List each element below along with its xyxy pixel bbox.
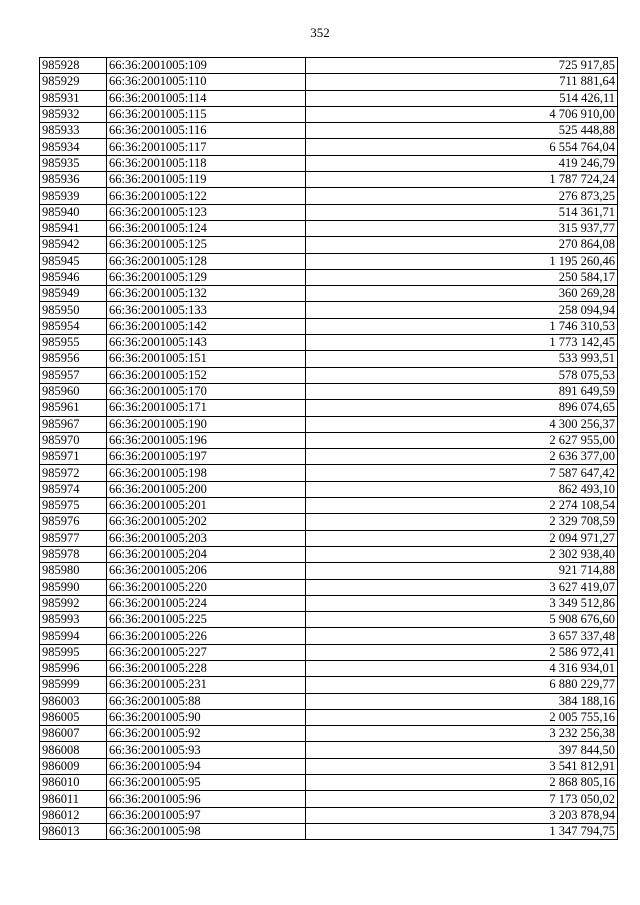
amount-cell: 1 195 260,46	[306, 253, 618, 269]
cadastral-value-table	[39, 57, 618, 840]
amount-cell: 862 493,10	[306, 481, 618, 497]
amount-cell: 578 075,53	[306, 367, 618, 383]
cadastral-number-cell: 66:36:2001005:94	[107, 758, 306, 774]
amount-cell: 6 554 764,04	[306, 139, 618, 155]
row-id-cell: 985999	[40, 677, 107, 693]
amount-cell: 896 074,65	[306, 400, 618, 416]
row-id-cell: 985946	[40, 269, 107, 285]
row-id-cell: 985928	[40, 58, 107, 74]
cadastral-number-cell: 66:36:2001005:220	[107, 579, 306, 595]
table-row	[40, 286, 618, 302]
amount-cell: 4 300 256,37	[306, 416, 618, 432]
table-row	[40, 58, 618, 74]
amount-cell: 2 586 972,41	[306, 644, 618, 660]
amount-cell: 7 587 647,42	[306, 465, 618, 481]
amount-cell: 514 361,71	[306, 204, 618, 220]
row-id-cell: 985996	[40, 660, 107, 676]
table-row	[40, 481, 618, 497]
amount-cell: 725 917,85	[306, 58, 618, 74]
cadastral-number-cell: 66:36:2001005:97	[107, 807, 306, 823]
amount-cell: 3 232 256,38	[306, 726, 618, 742]
row-id-cell: 986009	[40, 758, 107, 774]
table-row	[40, 595, 618, 611]
row-id-cell: 985931	[40, 90, 107, 106]
row-id-cell: 985949	[40, 286, 107, 302]
cadastral-number-cell: 66:36:2001005:119	[107, 172, 306, 188]
cadastral-number-cell: 66:36:2001005:197	[107, 449, 306, 465]
table-row	[40, 237, 618, 253]
table-row	[40, 367, 618, 383]
cadastral-number-cell: 66:36:2001005:96	[107, 791, 306, 807]
cadastral-number-cell: 66:36:2001005:123	[107, 204, 306, 220]
row-id-cell: 985970	[40, 432, 107, 448]
cadastral-number-cell: 66:36:2001005:151	[107, 351, 306, 367]
amount-cell: 397 844,50	[306, 742, 618, 758]
amount-cell: 5 908 676,60	[306, 612, 618, 628]
row-id-cell: 985990	[40, 579, 107, 595]
cadastral-number-cell: 66:36:2001005:117	[107, 139, 306, 155]
table-row	[40, 530, 618, 546]
amount-cell: 276 873,25	[306, 188, 618, 204]
amount-cell: 2 005 755,16	[306, 709, 618, 725]
amount-cell: 921 714,88	[306, 563, 618, 579]
table-row	[40, 514, 618, 530]
cadastral-number-cell: 66:36:2001005:152	[107, 367, 306, 383]
amount-cell: 1 773 142,45	[306, 335, 618, 351]
amount-cell: 2 868 805,16	[306, 775, 618, 791]
cadastral-number-cell: 66:36:2001005:224	[107, 595, 306, 611]
amount-cell: 2 302 938,40	[306, 546, 618, 562]
row-id-cell: 985957	[40, 367, 107, 383]
cadastral-number-cell: 66:36:2001005:206	[107, 563, 306, 579]
row-id-cell: 985929	[40, 74, 107, 90]
amount-cell: 514 426,11	[306, 90, 618, 106]
table-row	[40, 318, 618, 334]
table-row	[40, 204, 618, 220]
cadastral-number-cell: 66:36:2001005:200	[107, 481, 306, 497]
cadastral-number-cell: 66:36:2001005:110	[107, 74, 306, 90]
row-id-cell: 985954	[40, 318, 107, 334]
amount-cell: 2 274 108,54	[306, 498, 618, 514]
cadastral-number-cell: 66:36:2001005:228	[107, 660, 306, 676]
row-id-cell: 985995	[40, 644, 107, 660]
row-id-cell: 985971	[40, 449, 107, 465]
cadastral-number-cell: 66:36:2001005:142	[107, 318, 306, 334]
amount-cell: 4 706 910,00	[306, 106, 618, 122]
cadastral-number-cell: 66:36:2001005:226	[107, 628, 306, 644]
table-row	[40, 677, 618, 693]
cadastral-number-cell: 66:36:2001005:204	[107, 546, 306, 562]
table-row	[40, 546, 618, 562]
row-id-cell: 986010	[40, 775, 107, 791]
table-row	[40, 90, 618, 106]
amount-cell: 891 649,59	[306, 383, 618, 399]
table-row	[40, 335, 618, 351]
table-row	[40, 188, 618, 204]
table-row	[40, 709, 618, 725]
cadastral-number-cell: 66:36:2001005:109	[107, 58, 306, 74]
table-row	[40, 302, 618, 318]
table-row	[40, 807, 618, 823]
row-id-cell: 985933	[40, 123, 107, 139]
table-row	[40, 563, 618, 579]
cadastral-number-cell: 66:36:2001005:201	[107, 498, 306, 514]
table-row	[40, 644, 618, 660]
row-id-cell: 986005	[40, 709, 107, 725]
row-id-cell: 985992	[40, 595, 107, 611]
cadastral-number-cell: 66:36:2001005:132	[107, 286, 306, 302]
row-id-cell: 986003	[40, 693, 107, 709]
row-id-cell: 985994	[40, 628, 107, 644]
amount-cell: 419 246,79	[306, 155, 618, 171]
cadastral-number-cell: 66:36:2001005:133	[107, 302, 306, 318]
row-id-cell: 985978	[40, 546, 107, 562]
cadastral-number-cell: 66:36:2001005:125	[107, 237, 306, 253]
amount-cell: 3 627 419,07	[306, 579, 618, 595]
row-id-cell: 985934	[40, 139, 107, 155]
amount-cell: 2 329 708,59	[306, 514, 618, 530]
cadastral-number-cell: 66:36:2001005:128	[107, 253, 306, 269]
table-row	[40, 726, 618, 742]
amount-cell: 6 880 229,77	[306, 677, 618, 693]
table-row	[40, 416, 618, 432]
row-id-cell: 985956	[40, 351, 107, 367]
row-id-cell: 985961	[40, 400, 107, 416]
cadastral-number-cell: 66:36:2001005:90	[107, 709, 306, 725]
cadastral-number-cell: 66:36:2001005:231	[107, 677, 306, 693]
row-id-cell: 985939	[40, 188, 107, 204]
table-row	[40, 400, 618, 416]
amount-cell: 7 173 050,02	[306, 791, 618, 807]
cadastral-number-cell: 66:36:2001005:92	[107, 726, 306, 742]
cadastral-number-cell: 66:36:2001005:122	[107, 188, 306, 204]
table-row	[40, 74, 618, 90]
cadastral-number-cell: 66:36:2001005:171	[107, 400, 306, 416]
row-id-cell: 986013	[40, 823, 107, 839]
amount-cell: 533 993,51	[306, 351, 618, 367]
table-row	[40, 432, 618, 448]
table-row	[40, 612, 618, 628]
table-row	[40, 155, 618, 171]
cadastral-number-cell: 66:36:2001005:225	[107, 612, 306, 628]
table-row	[40, 791, 618, 807]
table-row	[40, 660, 618, 676]
row-id-cell: 985977	[40, 530, 107, 546]
amount-cell: 3 349 512,86	[306, 595, 618, 611]
row-id-cell: 986012	[40, 807, 107, 823]
amount-cell: 525 448,88	[306, 123, 618, 139]
table-row	[40, 775, 618, 791]
table-row	[40, 758, 618, 774]
cadastral-number-cell: 66:36:2001005:116	[107, 123, 306, 139]
cadastral-number-cell: 66:36:2001005:170	[107, 383, 306, 399]
table-row	[40, 579, 618, 595]
table-row	[40, 220, 618, 236]
row-id-cell: 985993	[40, 612, 107, 628]
cadastral-number-cell: 66:36:2001005:118	[107, 155, 306, 171]
row-id-cell: 985960	[40, 383, 107, 399]
cadastral-number-cell: 66:36:2001005:95	[107, 775, 306, 791]
amount-cell: 2 094 971,27	[306, 530, 618, 546]
table-row	[40, 351, 618, 367]
table-row	[40, 172, 618, 188]
amount-cell: 270 864,08	[306, 237, 618, 253]
cadastral-number-cell: 66:36:2001005:88	[107, 693, 306, 709]
amount-cell: 315 937,77	[306, 220, 618, 236]
cadastral-number-cell: 66:36:2001005:115	[107, 106, 306, 122]
row-id-cell: 985941	[40, 220, 107, 236]
row-id-cell: 985976	[40, 514, 107, 530]
amount-cell: 258 094,94	[306, 302, 618, 318]
row-id-cell: 985974	[40, 481, 107, 497]
amount-cell: 3 203 878,94	[306, 807, 618, 823]
cadastral-number-cell: 66:36:2001005:114	[107, 90, 306, 106]
cadastral-number-cell: 66:36:2001005:198	[107, 465, 306, 481]
amount-cell: 1 787 724,24	[306, 172, 618, 188]
row-id-cell: 986007	[40, 726, 107, 742]
row-id-cell: 985940	[40, 204, 107, 220]
row-id-cell: 986008	[40, 742, 107, 758]
row-id-cell: 986011	[40, 791, 107, 807]
cadastral-number-cell: 66:36:2001005:143	[107, 335, 306, 351]
table-row	[40, 139, 618, 155]
table-row	[40, 106, 618, 122]
row-id-cell: 985945	[40, 253, 107, 269]
table-row	[40, 383, 618, 399]
table-row	[40, 742, 618, 758]
cadastral-number-cell: 66:36:2001005:98	[107, 823, 306, 839]
amount-cell: 3 541 812,91	[306, 758, 618, 774]
amount-cell: 360 269,28	[306, 286, 618, 302]
cadastral-number-cell: 66:36:2001005:124	[107, 220, 306, 236]
table-row	[40, 823, 618, 839]
row-id-cell: 985955	[40, 335, 107, 351]
cadastral-number-cell: 66:36:2001005:202	[107, 514, 306, 530]
cadastral-number-cell: 66:36:2001005:196	[107, 432, 306, 448]
table-row	[40, 693, 618, 709]
row-id-cell: 985935	[40, 155, 107, 171]
row-id-cell: 985972	[40, 465, 107, 481]
cadastral-number-cell: 66:36:2001005:203	[107, 530, 306, 546]
row-id-cell: 985980	[40, 563, 107, 579]
table-row	[40, 449, 618, 465]
amount-cell: 1 347 794,75	[306, 823, 618, 839]
cadastral-number-cell: 66:36:2001005:129	[107, 269, 306, 285]
row-id-cell: 985942	[40, 237, 107, 253]
table-body	[40, 58, 618, 840]
table-row	[40, 253, 618, 269]
row-id-cell: 985936	[40, 172, 107, 188]
cadastral-number-cell: 66:36:2001005:227	[107, 644, 306, 660]
row-id-cell: 985950	[40, 302, 107, 318]
cadastral-number-cell: 66:36:2001005:190	[107, 416, 306, 432]
cadastral-number-cell: 66:36:2001005:93	[107, 742, 306, 758]
row-id-cell: 985932	[40, 106, 107, 122]
amount-cell: 2 627 955,00	[306, 432, 618, 448]
table-row	[40, 628, 618, 644]
table-row	[40, 498, 618, 514]
amount-cell: 2 636 377,00	[306, 449, 618, 465]
row-id-cell: 985967	[40, 416, 107, 432]
amount-cell: 3 657 337,48	[306, 628, 618, 644]
row-id-cell: 985975	[40, 498, 107, 514]
page-number: 352	[310, 25, 330, 40]
table-row	[40, 269, 618, 285]
amount-cell: 1 746 310,53	[306, 318, 618, 334]
amount-cell: 711 881,64	[306, 74, 618, 90]
table-row	[40, 465, 618, 481]
amount-cell: 250 584,17	[306, 269, 618, 285]
table-row	[40, 123, 618, 139]
amount-cell: 384 188,16	[306, 693, 618, 709]
amount-cell: 4 316 934,01	[306, 660, 618, 676]
